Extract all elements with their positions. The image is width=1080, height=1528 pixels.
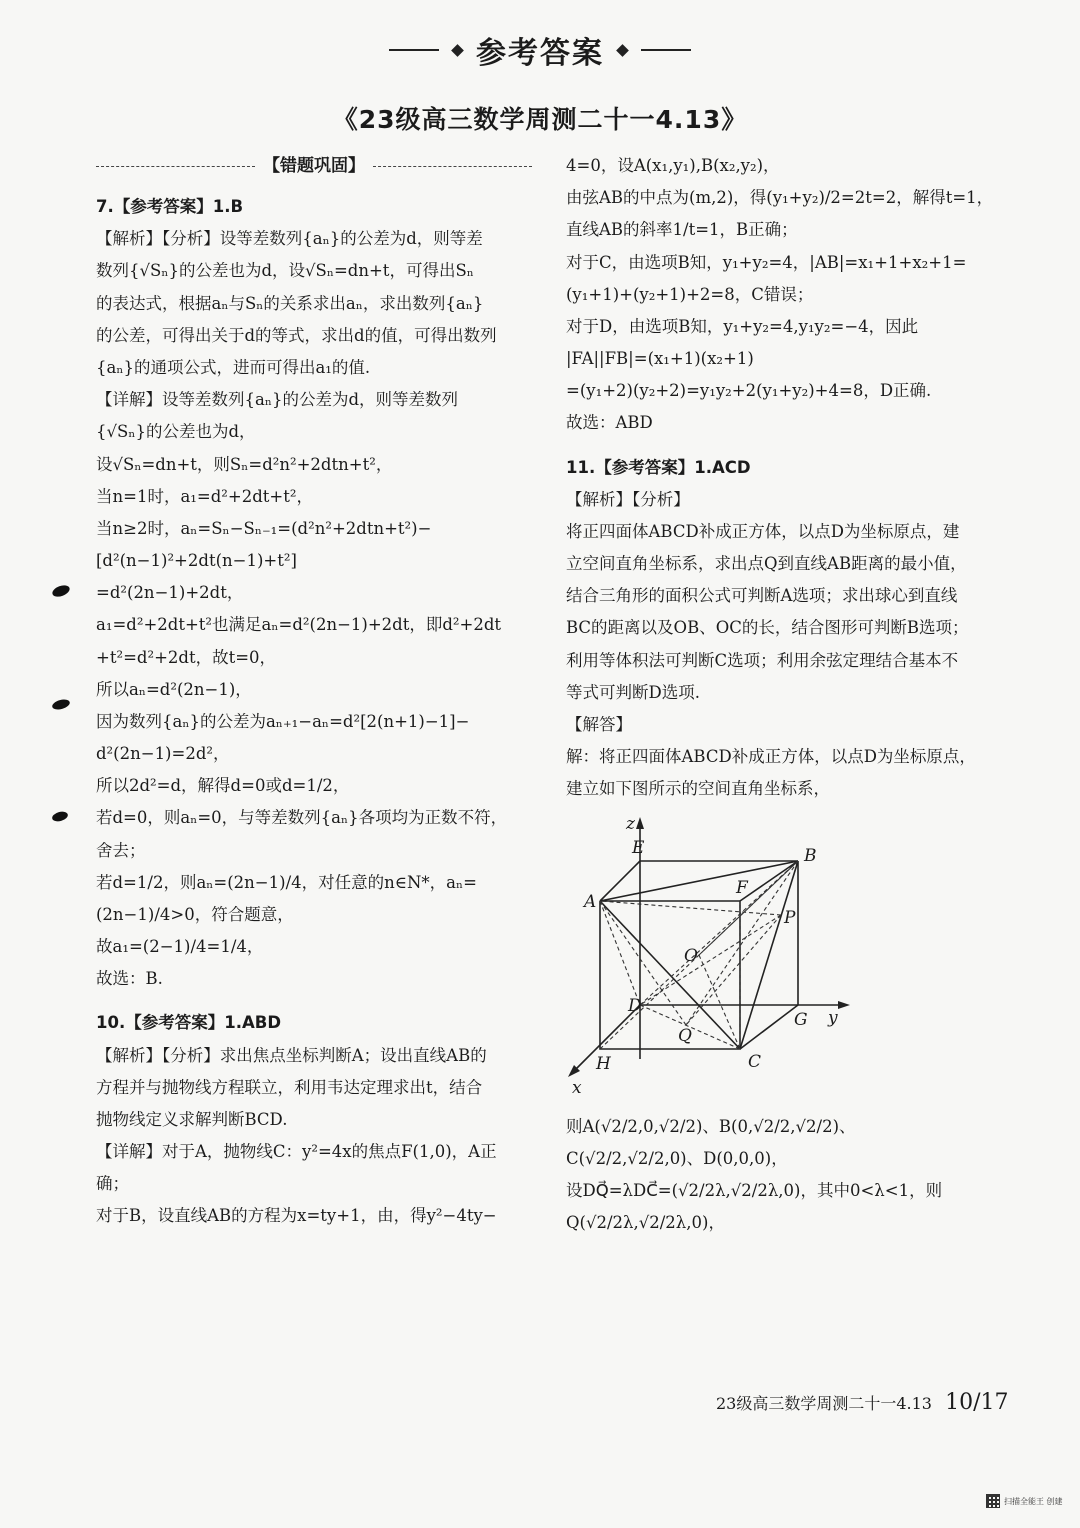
text-line: 对于D，由选项B知，y₁+y₂=4,y₁y₂=−4，因此 xyxy=(566,316,919,336)
question-heading: 7.【参考答案】1.B xyxy=(96,197,244,217)
line-PD xyxy=(640,915,781,1005)
text-line: 【解答】 xyxy=(566,714,632,734)
right-text-block-top xyxy=(566,150,996,805)
qr-code-icon xyxy=(986,1494,1000,1508)
question-heading: 11.【参考答案】1.ACD xyxy=(566,457,751,477)
label-x: x xyxy=(572,1078,582,1099)
text-line: (y₁+1)+(y₂+1)+2=8，C错误； xyxy=(566,284,814,304)
label-y: y xyxy=(828,1008,838,1029)
edge-AD xyxy=(600,901,640,1005)
text-line: 的表达式，根据aₙ与Sₙ的关系求出aₙ，求出数列{aₙ} xyxy=(96,293,484,313)
text-line: 故选：B. xyxy=(96,969,163,989)
text-line: 对于C，由选项B知，y₁+y₂=4，|AB|=x₁+1+x₂+1= xyxy=(566,252,967,272)
text-line: 等式可判断D选项. xyxy=(566,682,700,702)
text-line: =(y₁+2)(y₂+2)=y₁y₂+2(y₁+y₂)+4=8，D正确. xyxy=(566,381,932,401)
label-G: G xyxy=(794,1010,808,1031)
y-arrow-icon xyxy=(838,1001,850,1009)
exam-title: 《23级高三数学周测二十一4.13》 xyxy=(332,105,748,134)
label-F: F xyxy=(736,878,748,899)
label-P: P xyxy=(784,908,796,929)
text-line: Q(√2/2λ,√2/2λ,0)， xyxy=(566,1213,725,1233)
right-text-block-bottom xyxy=(566,1111,996,1240)
line-PQ xyxy=(686,915,781,1025)
text-line: 若d=0，则aₙ=0，与等差数列{aₙ}各项均为正数不符， xyxy=(96,808,508,828)
scanner-label: 扫描全能王 创建 xyxy=(1004,1496,1063,1506)
text-line: 故a₁=(2−1)/4=1/4， xyxy=(96,937,264,957)
cube-edge-AE xyxy=(600,861,640,901)
label-Q: Q xyxy=(678,1026,692,1047)
text-line: 结合三角形的面积公式可判断A选项；求出球心到直线 xyxy=(566,586,958,606)
text-line: {aₙ}的通项公式，进而可得出a₁的值. xyxy=(96,358,371,377)
page-number: 10/17 xyxy=(945,1390,1009,1415)
text-line: 舍去； xyxy=(96,840,146,860)
text-line: {√Sₙ}的公差也为d， xyxy=(96,422,256,442)
text-line: 确； xyxy=(96,1174,129,1194)
text-line: 若d=1/2，则aₙ=(2n−1)/4，对任意的n∈N*，aₙ= xyxy=(96,872,477,892)
text-line: C(√2/2,√2/2,0)、D(0,0,0)， xyxy=(566,1148,788,1168)
page-title: 参考答案 xyxy=(476,36,604,71)
text-line: 当n≥2时，aₙ=Sₙ−Sₙ₋₁=(d²n²+2dtn+t²)− xyxy=(96,518,432,538)
section-title: 【错题巩固】 xyxy=(263,156,365,176)
dashed-rule xyxy=(96,166,255,167)
text-line: 设√Sₙ=dn+t，则Sₙ=d²n²+2dtn+t²， xyxy=(96,454,393,474)
text-line: =d²(2n−1)+2dt， xyxy=(96,583,244,603)
dashed-rule xyxy=(373,166,532,167)
left-text-block xyxy=(96,191,532,1233)
edge-AC xyxy=(600,901,740,1049)
label-E: E xyxy=(632,838,645,859)
text-line: 则A(√2/2,0,√2/2)、B(0,√2/2,√2/2)、 xyxy=(566,1116,856,1136)
question-heading: 10.【参考答案】1.ABD xyxy=(96,1013,282,1033)
label-B: B xyxy=(804,846,817,867)
right-column xyxy=(566,150,996,1239)
text-line: [d²(n−1)²+2dt(n−1)+t²] xyxy=(96,551,297,571)
cube-figure xyxy=(566,809,866,1099)
text-line: 【详解】对于A，抛物线C：y²=4x的焦点F(1,0)，A正 xyxy=(96,1142,497,1162)
text-line: 解：将正四面体ABCD补成正方体，以点D为坐标原点， xyxy=(566,747,976,767)
edge-BD xyxy=(640,861,798,1005)
text-line: 故选：ABD xyxy=(566,413,653,433)
diamond-icon xyxy=(451,44,464,57)
text-line: 数列{√Sₙ}的公差也为d，设√Sₙ=dn+t，可得出Sₙ xyxy=(96,261,474,281)
left-column xyxy=(96,150,532,1233)
label-O: O xyxy=(684,946,698,967)
title-row xyxy=(0,28,1080,72)
text-line: |FA||FB|=(x₁+1)(x₂+1) xyxy=(566,349,754,369)
text-line: 设DQ⃗=λDC⃗=(√2/2λ,√2/2λ,0)，其中0<λ<1，则 xyxy=(566,1180,943,1200)
text-line: 【解析】【分析】设等差数列{aₙ}的公差为d，则等差 xyxy=(96,229,483,249)
text-line: 【解析】【分析】 xyxy=(566,489,690,509)
label-D: D xyxy=(628,996,642,1017)
text-line: 直线AB的斜率1/t=1，B正确； xyxy=(566,220,798,240)
footer-exam: 23级高三数学周测二十一4.13 xyxy=(716,1394,932,1413)
text-line: 因为数列{aₙ}的公差为aₙ₊₁−aₙ=d²[2(n+1)−1]− xyxy=(96,711,470,731)
text-line: 建立如下图所示的空间直角坐标系， xyxy=(566,779,830,799)
text-line: 将正四面体ABCD补成正方体，以点D为坐标原点，建 xyxy=(566,521,960,541)
cube-edge-CG xyxy=(740,1005,798,1049)
label-A: A xyxy=(584,892,597,913)
diamond-icon xyxy=(616,44,629,57)
text-line: BC的距离以及OB、OC的长，结合图形可判断B选项； xyxy=(566,618,969,638)
title-rule-left xyxy=(389,49,439,51)
text-line: a₁=d²+2dt+t²也满足aₙ=d²(2n−1)+2dt，即d²+2dt xyxy=(96,615,502,635)
text-line: 【解析】【分析】求出焦点坐标判断A；设出直线AB的 xyxy=(96,1045,487,1065)
text-line: (2n−1)/4>0，符合题意， xyxy=(96,904,294,924)
scanner-watermark xyxy=(986,1494,1063,1508)
ink-mark xyxy=(51,698,71,711)
page-header xyxy=(0,28,1080,136)
title-rule-right xyxy=(641,49,691,51)
text-line: 立空间直角坐标系，求出点Q到直线AB距离的最小值， xyxy=(566,554,967,574)
z-arrow-icon xyxy=(636,817,644,829)
text-line: 所以aₙ=d²(2n−1)， xyxy=(96,679,252,699)
section-heading xyxy=(96,150,532,183)
text-line: 由弦AB的中点为(m,2)，得(y₁+y₂)/2=2t=2，解得t=1， xyxy=(566,188,994,208)
label-z: z xyxy=(626,814,635,835)
ink-mark xyxy=(51,583,71,599)
ink-mark xyxy=(51,810,69,823)
text-line: 的公差，可得出关于d的等式，求出d的值，可得出数列 xyxy=(96,325,497,345)
paragraph-gap xyxy=(96,995,532,1007)
text-line: 当n=1时，a₁=d²+2dt+t²， xyxy=(96,486,313,506)
text-line: 方程并与抛物线方程联立，利用韦达定理求出t，结合 xyxy=(96,1077,483,1097)
text-line: 利用等体积法可判断C选项；利用余弦定理结合基本不 xyxy=(566,650,959,670)
text-line: 所以2d²=d，解得d=0或d=1/2， xyxy=(96,776,350,796)
text-line: 【详解】设等差数列{aₙ}的公差为d，则等差数列 xyxy=(96,390,459,410)
paragraph-gap xyxy=(566,440,996,452)
text-line: +t²=d²+2dt，故t=0， xyxy=(96,647,277,667)
text-line: d²(2n−1)=2d²， xyxy=(96,744,230,764)
label-C: C xyxy=(748,1052,762,1073)
label-H: H xyxy=(596,1054,611,1075)
text-line: 对于B，设直线AB的方程为x=ty+1，由，得y²−4ty− xyxy=(96,1206,497,1226)
text-line: 4=0，设A(x₁,y₁),B(x₂,y₂)， xyxy=(566,156,780,175)
page-footer xyxy=(716,1390,1009,1415)
text-line: 抛物线定义求解判断BCD. xyxy=(96,1109,288,1129)
